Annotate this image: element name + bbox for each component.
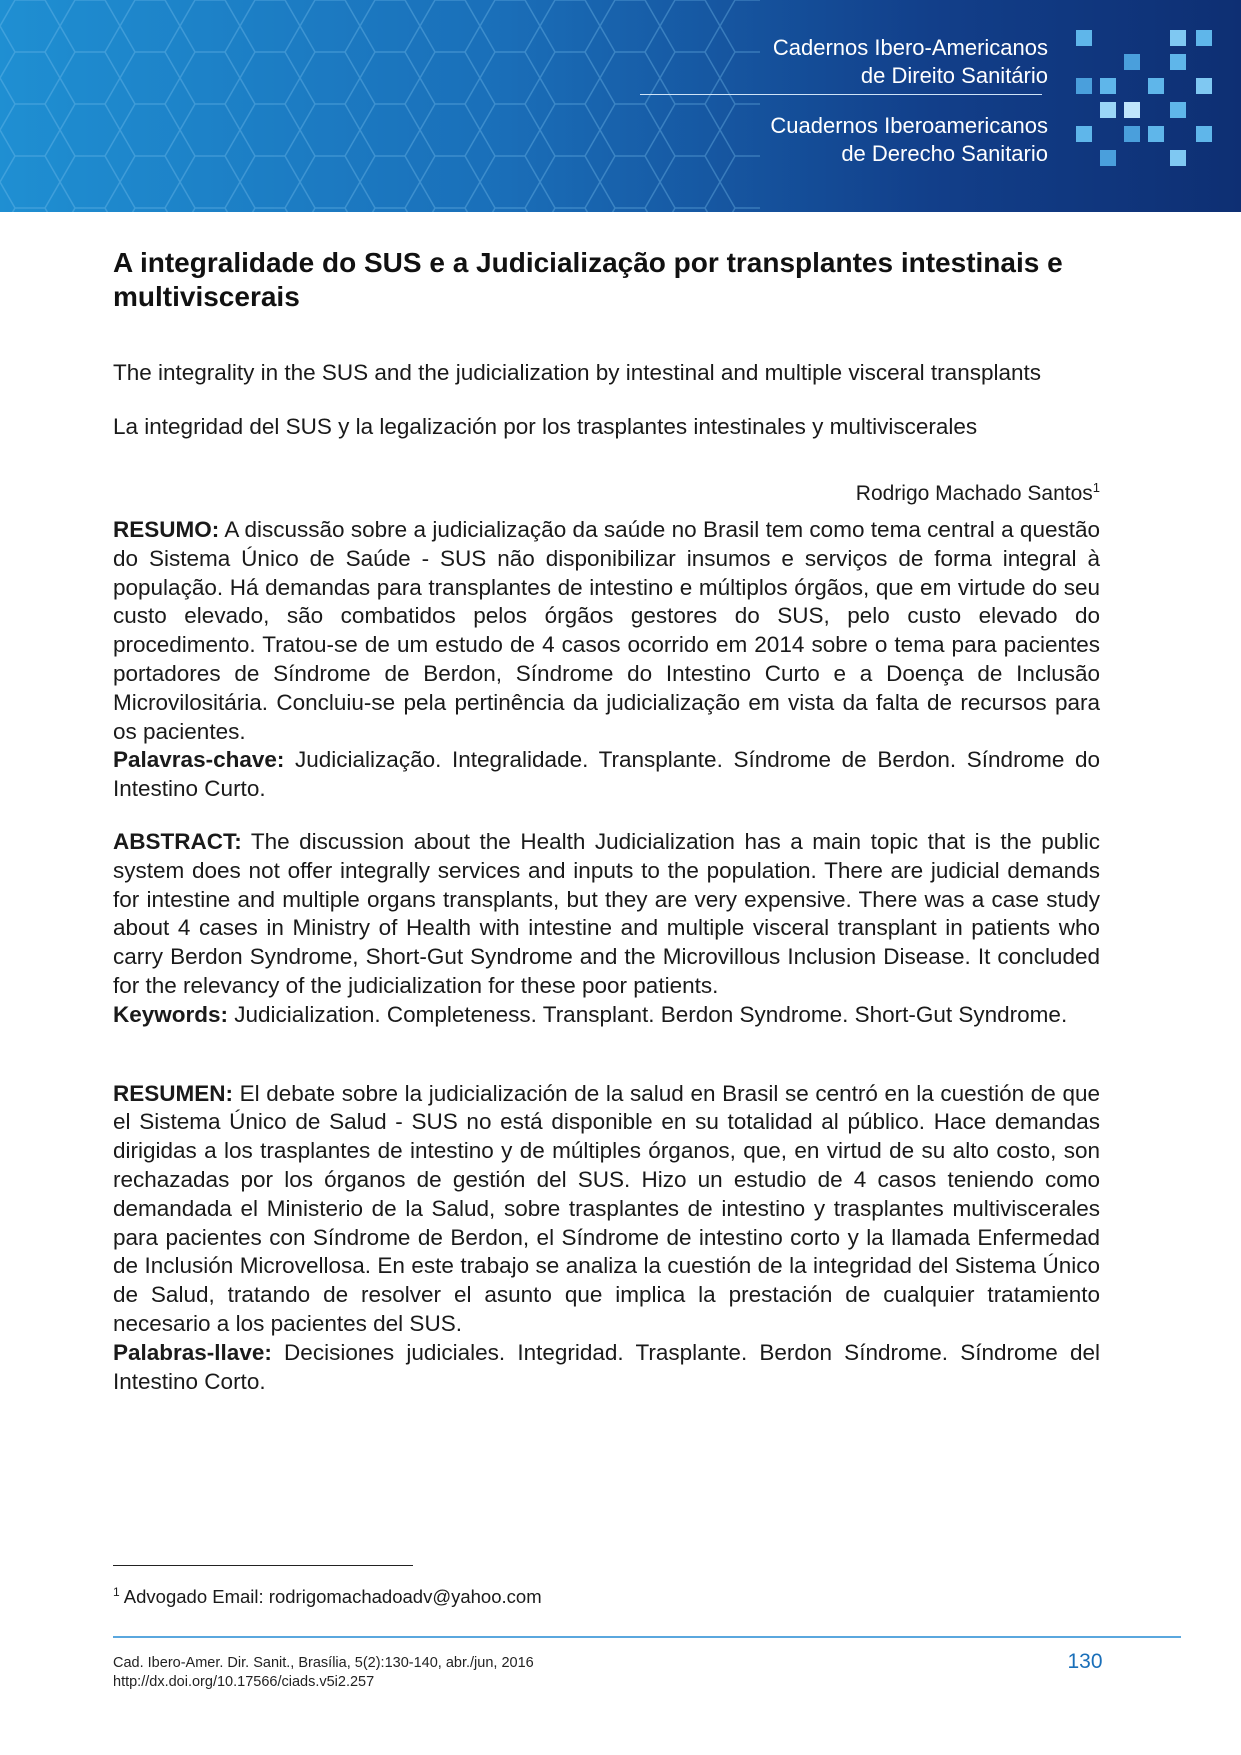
- author-note-marker: 1: [1092, 480, 1100, 495]
- journal-logo-squares: [1070, 28, 1230, 178]
- abstract-paragraph: [113, 828, 1100, 1001]
- keywords-text: Judicialization. Completeness. Transplant. Berdon Syndrome. Short-Gut Syndrome.: [228, 1001, 1068, 1027]
- journal-header-banner: [0, 0, 1241, 212]
- author-name: Rodrigo Machado Santos: [855, 482, 1093, 505]
- resumen-paragraph: [113, 1080, 1100, 1339]
- footnote-marker: 1: [113, 1585, 120, 1599]
- resumen-label: RESUMEN:: [113, 1080, 234, 1106]
- palavras-chave-text: Judicialização. Integralidade. Transplante. Síndrome de Berdon. Síndrome do Intestino Curto.: [113, 747, 1100, 802]
- palavras-chave-paragraph: [113, 746, 1100, 804]
- journal-title-pt: [640, 34, 1048, 90]
- abstract-text: The discussion about the Health Judicialization has a main topic that is the public system does not offer integrally services and inputs to the population. There are judicial demands for intestine and multiple organs transplants, but they are very expensive. There was a case study about 4 cases in Ministry of Health with intestine and multiple visceral transplant in patients who carry Berdon Syndrome, Short-Gut Syndrome and the Microvillous Inclusion Disease. It concluded for the relevancy of the judicialization for these poor patients.: [113, 828, 1100, 998]
- footnote: [113, 1580, 542, 1609]
- journal-title-pt-line2: de Direito Sanitário: [860, 63, 1048, 88]
- page-number: 130: [1067, 1650, 1103, 1673]
- journal-divider: [640, 94, 1042, 95]
- palabras-llave-label: Palabras-llave:: [113, 1339, 272, 1365]
- keywords-paragraph: [113, 1001, 1100, 1030]
- keywords-label: Keywords:: [113, 1001, 229, 1027]
- abstract-label: ABSTRACT:: [113, 828, 242, 854]
- footnote-separator: [113, 1565, 413, 1566]
- resumen-text: El debate sobre la judicialización de la salud en Brasil se centró en la cuestión de que el Sistema Único de Salud - SUS no está disponible en su totalidad al público. Hace demandas dirigidas a los trasplantes de intestino y de múltiples órganos, que, en virtud de su alto costo, son rechazadas por los órganos de gestión del SUS. Hizo un estudio de 4 casos teniendo como demandada el Ministerio de la Salud, sobre trasplantes de intestino y trasplantes multiviscerales para pacientes con Síndrome de Berdon, el Síndrome de intestino corto y la llamada Enfermedad de Inclusión Microvellosa. En este trabajo se analiza la cuestión de la integridad del Sistema Único de Salud, tratando de resolver el asunto que implica la prestación de cualquier tratamiento necesario a los pacientes del SUS.: [113, 1080, 1100, 1336]
- journal-title-es: [640, 112, 1048, 168]
- journal-title-es-line1: Cuadernos Iberoamericanos: [770, 113, 1048, 138]
- resumo-text: A discussão sobre a judicialização da saúde no Brasil tem como tema central a questão do Sistema Único de Saúde - SUS não disponibilizar insumos e serviços de forma integral à população. Há demandas para transplantes de intestino e múltiplos órgãos, que em virtude do seu custo elevado, são combatidos pelos órgãos gestores do SUS, pelo custo elevado do procedimento. Tratou-se de um estudo de 4 casos ocorrido em 2014 sobre o tema para pacientes portadores de Síndrome de Berdon, Síndrome do Intestino Curto e a Doença de Inclusão Microvilositária. Concluiu-se pela pertinência da judicialização em vista da falta de recursos para os pacientes.: [113, 517, 1100, 744]
- doi-link[interactable]: http://dx.doi.org/10.17566/ciads.v5i2.257: [113, 1674, 375, 1690]
- footer-citation: [113, 1654, 534, 1692]
- resumo-label: RESUMO:: [113, 517, 220, 542]
- footnote-text: Advogado Email: rodrigomachadoadv@yahoo.com: [119, 1586, 542, 1608]
- hexagon-pattern: [0, 0, 760, 212]
- title-spanish: La integridad del SUS y la legalización por los trasplantes intestinales y multiviscerales: [113, 414, 978, 439]
- author-line: [113, 474, 1100, 508]
- article-content: [113, 246, 1100, 1396]
- journal-title-es-line2: de Derecho Sanitario: [841, 141, 1048, 166]
- citation-text: Cad. Ibero-Amer. Dir. Sanit., Brasília, 5(2):130-140, abr./jun, 2016: [113, 1655, 534, 1671]
- title-english: The integrality in the SUS and the judicialization by intestinal and multiple visceral transplants: [113, 360, 1041, 385]
- resumo-paragraph: [113, 516, 1100, 746]
- journal-title-pt-line1: Cadernos Ibero-Americanos: [772, 35, 1048, 60]
- palabras-llave-text: Decisiones judiciales. Integridad. Trasplante. Berdon Síndrome. Síndrome del Intestino Corto.: [113, 1339, 1100, 1394]
- title-portuguese: A integralidade do SUS e a Judicialização por transplantes intestinais e multiviscerais: [113, 247, 1063, 312]
- palavras-chave-label: Palavras-chave:: [113, 747, 285, 773]
- footer-divider: [113, 1636, 1181, 1638]
- palabras-llave-paragraph: [113, 1339, 1100, 1397]
